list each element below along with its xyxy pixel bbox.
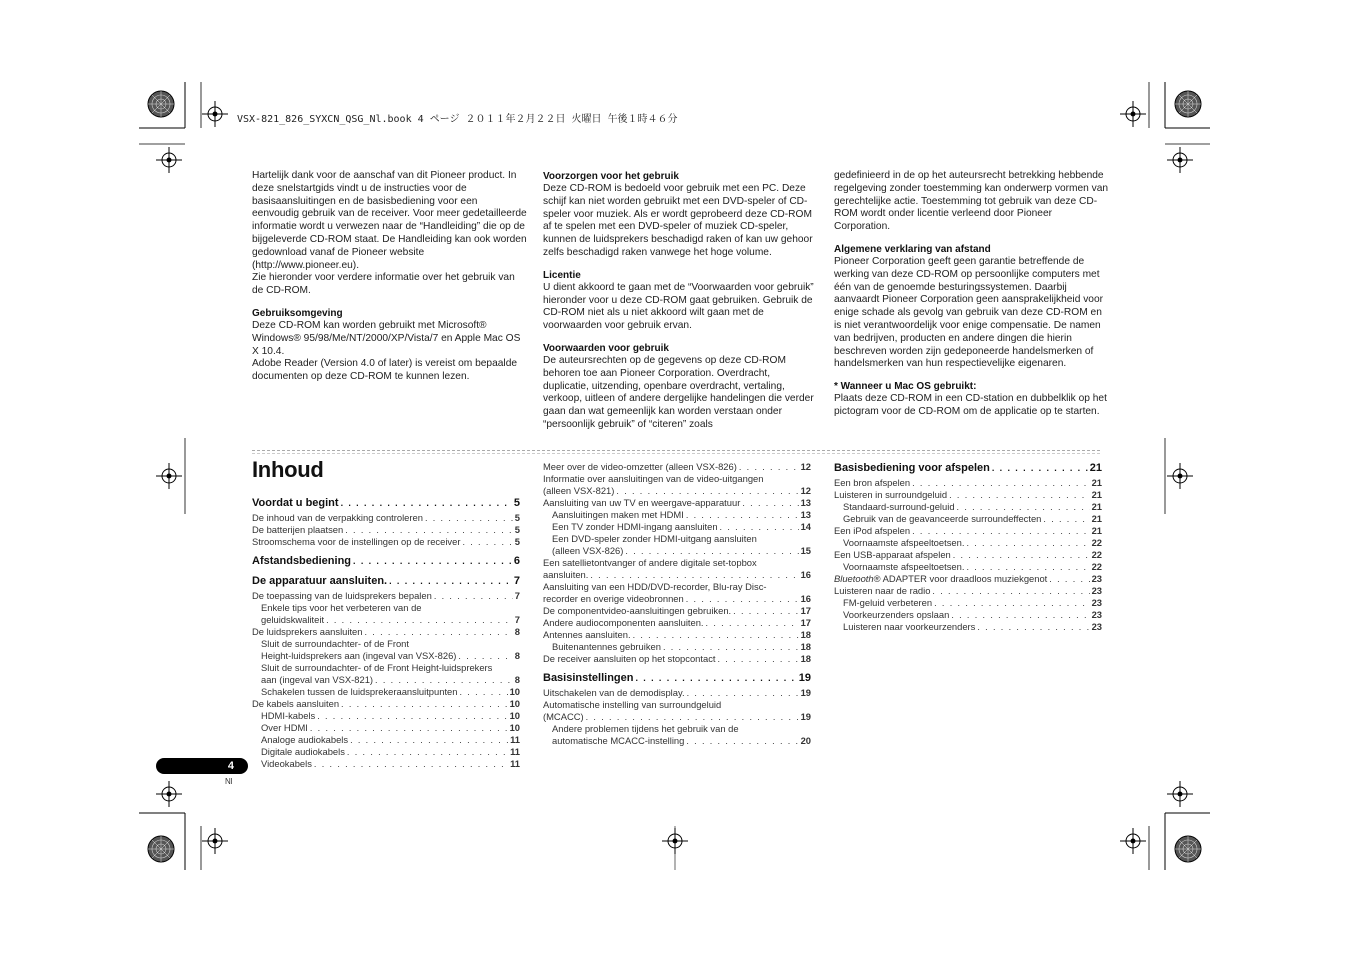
toc-entry-label: Stroomschema voor de instellingen op de receiver [252, 536, 461, 547]
toc-entry-label: Analoge audiokabels [261, 734, 349, 745]
toc-entry-label: Andere problemen tijdens het gebruik van de [552, 723, 739, 734]
toc-entry[interactable] [252, 662, 520, 674]
toc-entry[interactable] [834, 525, 1102, 537]
toc-entry-label: Standaard-surround-geluid [843, 501, 955, 512]
toc-leader-dots [625, 545, 798, 557]
toc-entry-page: 6 [513, 555, 520, 567]
toc-entry[interactable] [543, 545, 811, 557]
toc-entry[interactable] [543, 521, 811, 533]
toc-entry-label: Sluit de surroundachter- of de Front Height-luidsprekers [261, 662, 493, 673]
toc-entry[interactable] [834, 561, 1102, 573]
toc-leader-dots [739, 461, 799, 473]
toc-leader-dots [633, 629, 799, 641]
toc-leader-dots [460, 686, 508, 698]
toc-entry-page: 11 [510, 758, 520, 769]
toc-entry[interactable] [252, 512, 520, 524]
toc-entry[interactable] [252, 734, 520, 746]
toc-entry-page: 23 [1091, 621, 1102, 632]
toc-entry-label: Andere audiocomponenten aansluiten. [543, 617, 704, 628]
toc-entry-label: Gebruik van de geavanceerde surroundeffecten [843, 513, 1042, 524]
toc-entry-page: 17 [800, 617, 811, 628]
intro-paragraph: Plaats deze CD-ROM in een CD-station en dubbelklik op het pictogram voor de CD-ROM om de applicatie op te starten. [834, 393, 1107, 417]
toc-leader-dots [977, 621, 1089, 633]
toc-leader-dots [616, 485, 798, 497]
toc-title: Inhoud [252, 457, 324, 482]
toc-entry-page: 23 [1091, 585, 1102, 596]
toc-entry[interactable] [543, 593, 811, 605]
toc-entry[interactable] [834, 477, 1102, 489]
toc-entry[interactable] [252, 626, 520, 638]
toc-entry[interactable] [252, 746, 520, 758]
toc-entry-page: 23 [1091, 597, 1102, 608]
toc-entry-page: 7 [513, 575, 520, 587]
toc-entry-page: 22 [1091, 561, 1102, 572]
toc-leader-dots [353, 554, 512, 568]
toc-entry-label: Voordat u begint [252, 497, 339, 509]
toc-entry-label: De luidsprekers aansluiten [252, 626, 363, 637]
toc-leader-dots [720, 521, 799, 533]
toc-leader-dots [434, 590, 513, 602]
toc-entry-label: De batterijen plaatsen [252, 524, 344, 535]
intro-column-3 [834, 170, 1109, 419]
toc-leader-dots [1049, 573, 1089, 585]
toc-entry-label: Over HDMI [261, 722, 308, 733]
toc-entry-label: Basisinstellingen [543, 672, 634, 684]
toc-entry[interactable] [252, 590, 520, 602]
toc-entry[interactable] [252, 686, 520, 698]
toc-column-1 [252, 496, 520, 770]
toc-entry-label: Height-luidsprekers aan (ingeval van VSX-826) [261, 650, 457, 661]
toc-entry[interactable] [252, 496, 520, 510]
toc-entry[interactable] [834, 609, 1102, 621]
toc-entry-page: 12 [800, 461, 811, 472]
toc-entry[interactable] [834, 549, 1102, 561]
toc-entry[interactable] [543, 569, 811, 581]
toc-entry-page: 12 [800, 485, 811, 496]
toc-column-3 [834, 461, 1102, 633]
language-code: Nl [225, 777, 233, 786]
intro-paragraph: Deze CD-ROM kan worden gebruikt met Microsoft® Windows® 95/98/Me/NT/2000/XP/Vista/7 en Apple Mac OS X 10.4. [252, 319, 521, 357]
toc-entry-label: recorder en overige videobronnen [543, 593, 684, 604]
toc-leader-dots [663, 641, 799, 653]
toc-entry[interactable] [543, 617, 811, 629]
toc-entry-label: Schakelen tussen de luidsprekeraansluitpunten [261, 686, 458, 697]
toc-entry-page: 18 [800, 641, 811, 652]
toc-leader-dots [462, 536, 512, 548]
toc-entry[interactable] [252, 722, 520, 734]
toc-leader-dots [326, 614, 513, 626]
toc-entry[interactable] [543, 533, 811, 545]
toc-leader-dots [686, 593, 799, 605]
toc-leader-dots [957, 501, 1090, 513]
toc-entry-page: 10 [509, 722, 520, 733]
section-heading: Voorzorgen voor het gebruik [543, 171, 679, 182]
section-heading: Voorwaarden voor gebruik [543, 342, 669, 354]
section-heading: Licentie [543, 269, 581, 281]
toc-entry[interactable] [834, 501, 1102, 513]
toc-entry-label: FM-geluid verbeteren [843, 597, 933, 608]
toc-entry-label: (MCACC) [543, 711, 584, 722]
toc-entry-page: 20 [800, 735, 811, 746]
intro-paragraph: Zie hieronder voor verdere informatie over het gebruik van de CD-ROM. [252, 272, 515, 297]
toc-entry-page: 7 [514, 614, 520, 625]
toc-entry[interactable] [252, 650, 520, 662]
toc-entry-label: Luisteren naar voorkeurzenders [843, 621, 976, 632]
toc-entry[interactable] [543, 641, 811, 653]
toc-entry[interactable] [252, 536, 520, 548]
toc-entry-page: 5 [513, 497, 520, 509]
toc-entry[interactable] [543, 653, 811, 665]
toc-leader-dots [992, 461, 1088, 475]
intro-column-1 [252, 170, 527, 384]
toc-leader-dots [375, 674, 513, 686]
toc-entry[interactable] [543, 485, 811, 497]
toc-entry-label: Voornaamste afspeeltoetsen. [843, 561, 965, 572]
toc-entry-label: Een bron afspelen [834, 477, 911, 488]
toc-entry-label: Enkele tips voor het verbeteren van de [261, 602, 422, 613]
toc-entry-page: 11 [510, 734, 520, 745]
toc-entry-label: Afstandsbediening [252, 555, 352, 567]
toc-entry[interactable] [543, 699, 811, 711]
toc-leader-dots [345, 524, 513, 536]
toc-entry-label: automatische MCACC-instelling [552, 735, 685, 746]
toc-entry-label: De inhoud van de verpakking controleren [252, 512, 423, 523]
intro-paragraph: Pioneer Corporation geeft geen garantie betreffende de werking van deze CD-ROM op persoonlijke computers met één van de genoemde besturingssystemen. Daarbij aanvaardt Pioneer Corporation geen aansprakelijkheid voor enige schade als gevolg van gebruik van deze CD-ROM en is niet verantwoordelijk voor enige compensatie. De namen van bedrijven, producten en andere dingen die hierin beschreven worden zijn gedeponeerde handelsmerken of handelsmerken van hun respectievelijke eigenaren. [834, 255, 1104, 370]
toc-leader-dots [317, 710, 507, 722]
toc-entry-label: Automatische instelling van surroundgeluid [543, 699, 722, 710]
toc-entry-page: 10 [509, 686, 520, 697]
toc-entry-page: 18 [800, 629, 811, 640]
toc-entry-page: 22 [1091, 549, 1102, 560]
toc-entry-page: 21 [1089, 462, 1102, 474]
section-divider [252, 450, 1100, 451]
toc-entry-page: 5 [514, 524, 520, 535]
toc-entry-label: Uitschakelen van de demodisplay. [543, 687, 685, 698]
section-heading: Gebruiksomgeving [252, 307, 343, 319]
page-number: 4 [227, 760, 234, 772]
toc-entry[interactable] [252, 554, 520, 568]
toc-entry[interactable] [834, 513, 1102, 525]
toc-entry-page: 21 [1091, 489, 1102, 500]
toc-entry-page: 13 [800, 497, 811, 508]
toc-entry-label: geluidskwaliteit [261, 614, 325, 625]
intro-paragraph: gedefinieerd in de op het auteursrecht betrekking hebbende regelgeving zonder toestemming kan onderwerp vormen van gerechtelijke actie. Toestemming tot gebruik van deze CD-ROM wordt onder licentie verleend door Pioneer Corporation. [834, 170, 1109, 233]
toc-leader-dots [347, 746, 508, 758]
toc-entry[interactable] [543, 629, 811, 641]
toc-entry[interactable] [252, 698, 520, 710]
file-header-line: VSX-821_826_SYXCN_QSG_Nl.book 4 ページ ２０１１年２月２２日 火曜日 午後１時４６分 [237, 114, 678, 125]
toc-entry[interactable] [834, 489, 1102, 501]
toc-leader-dots [1043, 513, 1089, 525]
toc-entry-page: 21 [1091, 477, 1102, 488]
toc-leader-dots [932, 585, 1089, 597]
toc-leader-dots [341, 698, 508, 710]
page-number-tab [156, 758, 248, 774]
toc-entry-label: Een DVD-speler zonder HDMI-uitgang aansluiten [552, 533, 757, 544]
toc-entry-page: 21 [1091, 513, 1102, 524]
toc-entry-page: 16 [800, 569, 811, 580]
toc-leader-dots [951, 609, 1089, 621]
toc-leader-dots [953, 549, 1090, 561]
toc-entry-page: 8 [514, 674, 520, 685]
toc-entry[interactable] [834, 585, 1102, 597]
toc-leader-dots [350, 734, 508, 746]
section-heading: Algemene verklaring van afstand [834, 243, 991, 255]
toc-entry[interactable] [543, 581, 811, 593]
toc-leader-dots [912, 477, 1089, 489]
toc-leader-dots [458, 650, 512, 662]
toc-entry[interactable] [252, 674, 520, 686]
toc-entry[interactable] [252, 602, 520, 614]
toc-entry-label: Meer over de video-omzetter (alleen VSX-826) [543, 461, 737, 472]
toc-entry-label: Een iPod afspelen [834, 525, 911, 536]
toc-entry-page: 19 [800, 711, 811, 722]
toc-entry-label: Buitenantennes gebruiken [552, 641, 661, 652]
toc-entry-page: 5 [514, 536, 520, 547]
toc-leader-dots [314, 758, 508, 770]
toc-leader-dots [966, 537, 1089, 549]
toc-entry-label: De apparatuur aansluiten. [252, 575, 388, 587]
toc-entry[interactable] [543, 671, 811, 685]
toc-entry-page: 10 [509, 710, 520, 721]
toc-entry[interactable] [543, 687, 811, 699]
toc-entry-label: De kabels aansluiten [252, 698, 340, 709]
toc-entry-page: 17 [800, 605, 811, 616]
toc-entry-label: De toepassing van de luidsprekers bepalen [252, 590, 432, 601]
toc-entry[interactable] [252, 614, 520, 626]
toc-leader-dots [934, 597, 1089, 609]
toc-entry-page: 8 [514, 626, 520, 637]
toc-leader-dots [425, 512, 513, 524]
toc-entry-page: 16 [800, 593, 811, 604]
intro-paragraph: De auteursrechten op de gegevens op deze CD-ROM behoren toe aan Pioneer Corporation. Overdracht, duplicatie, uitzending, openbare overdracht, vertaling, verkoop, uitleen of andere dergelijke handelingen die verder gaan dan wat gemeenlijk kan worden verstaan onder “persoonlijk gebruik” of “citeren” zoals [543, 354, 814, 430]
toc-entry[interactable] [543, 735, 811, 747]
toc-leader-dots [635, 671, 796, 685]
toc-entry-label: Basisbediening voor afspelen [834, 462, 990, 474]
toc-entry-label: Informatie over aansluitingen van de video-uitgangen [543, 473, 764, 484]
toc-leader-dots [389, 574, 512, 588]
toc-entry[interactable] [543, 711, 811, 723]
toc-entry-page: 10 [509, 698, 520, 709]
toc-entry-label: Digitale audiokabels [261, 746, 345, 757]
toc-column-2 [543, 461, 811, 747]
toc-leader-dots [742, 497, 798, 509]
toc-leader-dots [341, 496, 512, 510]
toc-entry[interactable] [252, 524, 520, 536]
toc-leader-dots [706, 617, 799, 629]
toc-leader-dots [718, 653, 799, 665]
toc-entry-page: 22 [1091, 537, 1102, 548]
toc-entry-page: 8 [514, 650, 520, 661]
toc-leader-dots [590, 569, 798, 581]
intro-paragraph: Hartelijk dank voor de aanschaf van dit Pioneer product. In deze snelstartgids vindt u de instructies voor de basisaansluitingen en de basisbediening voor een eenvoudig gebruik van de receiver. Voor meer gedetailleerde informatie wordt u verwezen naar de “Handleiding” die op de bijgeleverde CD-ROM staat. De Handleiding kan ook worden gedownload vanaf de Pioneer website (http://www.pioneer.eu). [252, 170, 527, 271]
toc-entry-label: Luisteren naar de radio [834, 585, 931, 596]
toc-entry-page: 15 [800, 545, 811, 556]
toc-leader-dots [310, 722, 508, 734]
toc-entry[interactable] [834, 621, 1102, 633]
toc-entry[interactable] [543, 557, 811, 569]
toc-entry[interactable] [543, 509, 811, 521]
section-heading: * Wanneer u Mac OS gebruikt: [834, 381, 977, 393]
toc-leader-dots [949, 489, 1089, 501]
toc-entry-page: 21 [1091, 501, 1102, 512]
toc-entry-page: 19 [800, 687, 811, 698]
toc-leader-dots [686, 735, 798, 747]
section-divider [252, 453, 1100, 454]
toc-entry-label: Aansluiting van een HDD/DVD-recorder, Blu-ray Disc- [543, 581, 767, 592]
toc-entry-label: Aansluiting van uw TV en weergave-apparatuur [543, 497, 741, 508]
toc-entry-label: Een TV zonder HDMI-ingang aansluiten [552, 521, 718, 532]
toc-entry-label: Luisteren in surroundgeluid [834, 489, 948, 500]
toc-entry[interactable] [543, 473, 811, 485]
intro-paragraph: U dient akkoord te gaan met de “Voorwaarden voor gebruik” hieronder voor u deze CD-ROM gaat gebruiken. Gebruik de CD-ROM niet als u niet akkoord wilt gaan met de voorwaarden voor gebruik ervan. [543, 281, 814, 332]
toc-entry[interactable] [543, 723, 811, 735]
toc-leader-dots [586, 711, 799, 723]
toc-entry-label: Een satellietontvanger of andere digitale set-topbox [543, 557, 757, 568]
toc-entry-page: 23 [1091, 573, 1102, 584]
toc-entry[interactable] [543, 497, 811, 509]
toc-entry[interactable] [252, 638, 520, 650]
toc-entry-page: 14 [800, 521, 811, 532]
toc-entry[interactable] [834, 597, 1102, 609]
toc-entry[interactable] [834, 537, 1102, 549]
toc-entry-page: 23 [1091, 609, 1102, 620]
toc-leader-dots [686, 509, 799, 521]
toc-entry-label: Bluetooth® ADAPTER voor draadloos muziekgenot [834, 573, 1048, 584]
toc-entry-label: (alleen VSX-826) [552, 545, 624, 556]
toc-entry[interactable] [252, 758, 520, 770]
toc-entry-page: 18 [800, 653, 811, 664]
toc-entry-label: Antennes aansluiten. [543, 629, 631, 640]
toc-entry[interactable] [834, 573, 1102, 585]
toc-leader-dots [687, 687, 799, 699]
toc-leader-dots [364, 626, 512, 638]
toc-entry[interactable] [252, 710, 520, 722]
toc-entry-label: Aansluitingen maken met HDMI [552, 509, 684, 520]
toc-entry-page: 5 [514, 512, 520, 523]
toc-entry-page: 11 [510, 746, 520, 757]
toc-entry-label: De receiver aansluiten op het stopcontact [543, 653, 716, 664]
toc-leader-dots [912, 525, 1089, 537]
intro-paragraph: Adobe Reader (Version 4.0 of later) is vereist om bepaalde documenten op deze CD-ROM te kunnen lezen. [252, 358, 518, 383]
intro-column-2 [543, 170, 818, 432]
toc-entry-label: aan (ingeval van VSX-821) [261, 674, 374, 685]
toc-entry-page: 7 [514, 590, 520, 601]
intro-paragraph: Deze CD-ROM is bedoeld voor gebruik met een PC. Deze schijf kan niet worden gebruikt met een DVD-speler of CD-speler voor muziek. Als er wordt geprobeerd deze CD-ROM af te spelen met een DVD-speler of muziek CD-speler, kunnen de luidsprekers beschadigd raken of kan uw gehoor zelfs beschadigd raken vanwege het hoge volume. [543, 183, 813, 258]
toc-entry-label: De componentvideo-aansluitingen gebruiken. [543, 605, 732, 616]
toc-entry-label: Een USB-apparaat afspelen [834, 549, 951, 560]
toc-entry[interactable] [252, 574, 520, 588]
toc-leader-dots [966, 561, 1089, 573]
toc-leader-dots [733, 605, 798, 617]
toc-entry-label: Voorkeurzenders opslaan [843, 609, 950, 620]
toc-entry-label: aansluiten. [543, 569, 589, 580]
toc-entry-page: 19 [798, 672, 811, 684]
toc-entry[interactable] [543, 461, 811, 473]
toc-entry[interactable] [543, 605, 811, 617]
toc-entry[interactable] [834, 461, 1102, 475]
toc-entry-page: 21 [1091, 525, 1102, 536]
toc-entry-label: Sluit de surroundachter- of de Front [261, 638, 409, 649]
toc-entry-label: Voornaamste afspeeltoetsen. [843, 537, 965, 548]
toc-entry-label: HDMI-kabels [261, 710, 316, 721]
toc-entry-label: (alleen VSX-821) [543, 485, 615, 496]
toc-entry-page: 13 [800, 509, 811, 520]
toc-entry-label: Videokabels [261, 758, 312, 769]
